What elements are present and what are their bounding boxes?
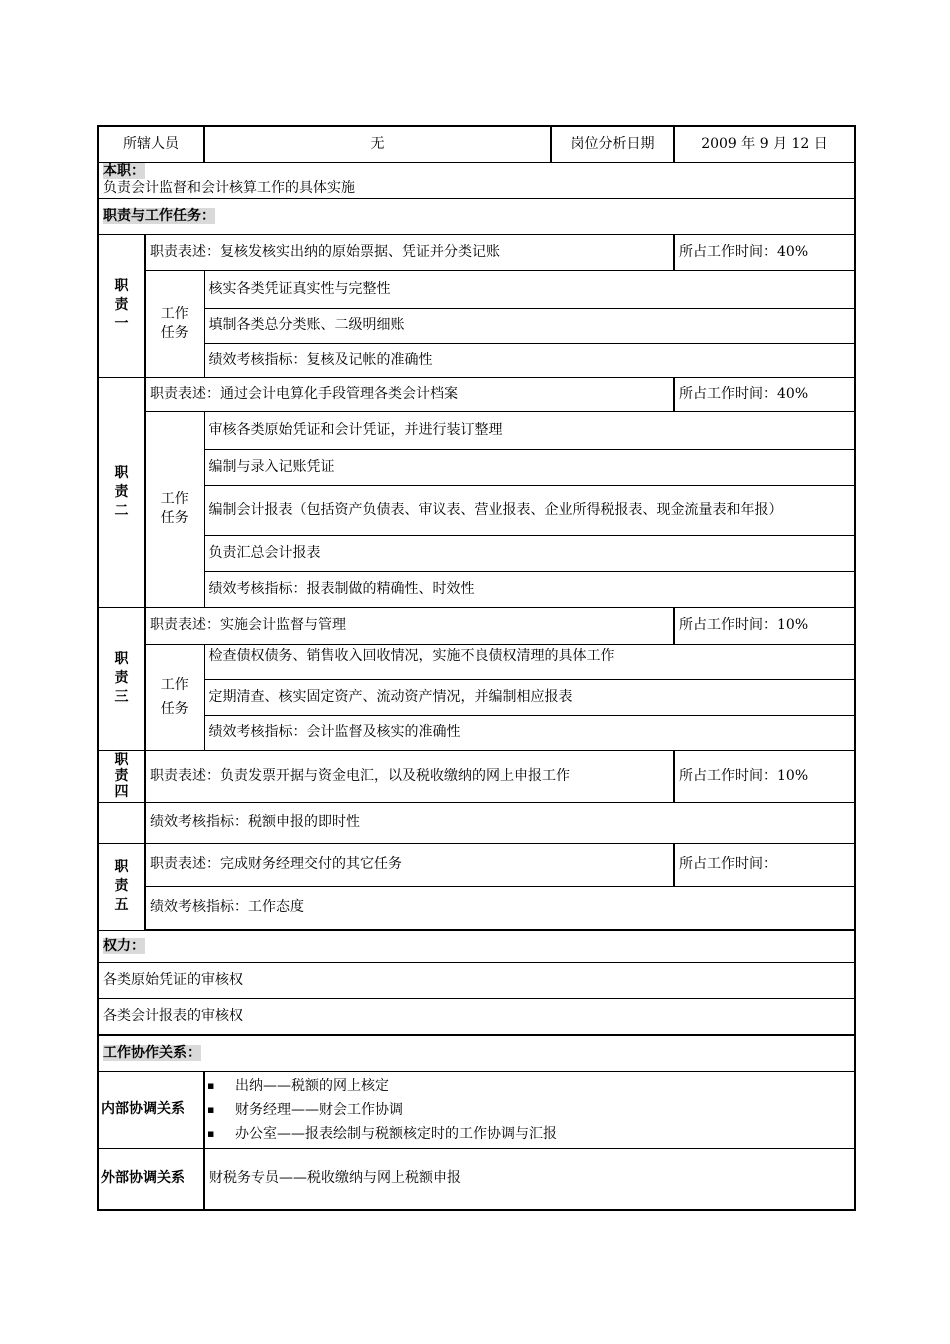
duty-3-task-label-text: 工作任务 — [160, 677, 189, 717]
internal-relations-list — [205, 1074, 850, 1146]
duty-4-description: 职责表述：负责发票开据与资金电汇，以及税收缴纳的网上申报工作 — [145, 750, 674, 802]
duty-3-task-label — [145, 644, 204, 750]
duty-1-task-label — [145, 270, 204, 377]
duty-2-name-text: 职责二 — [114, 464, 129, 519]
duty-3-task-1: 检查债权债务、销售收入回收情况，实施不良债权清理的具体工作 — [204, 644, 855, 679]
duty-3-task-2: 定期清查、核实固定资产、流动资产情况，并编制相应报表 — [204, 679, 855, 715]
duty-5-name-text: 职责五 — [114, 859, 129, 913]
duty-2-task-2: 编制与录入记账凭证 — [204, 449, 855, 485]
duty-1-task-2: 填制各类总分类账、二级明细账 — [204, 308, 855, 343]
duty-3-description: 职责表述：实施会计监督与管理 — [145, 607, 674, 644]
duty-2-task-4: 负责汇总会计报表 — [204, 535, 855, 571]
duty-2-kpi: 绩效考核指标：报表制做的精确性、时效性 — [204, 571, 855, 607]
duty-2-description: 职责表述：通过会计电算化手段管理各类会计档案 — [145, 377, 674, 411]
duty-2-name — [98, 377, 145, 607]
internal-relations-label: 内部协调关系 — [98, 1071, 204, 1148]
duty-1-task-label-text: 工作任务 — [160, 305, 189, 341]
duty-1-time: 所占工作时间：40% — [674, 234, 855, 270]
relations-header — [98, 1035, 855, 1071]
duty-2-task-3: 编制会计报表（包括资产负债表、审议表、营业报表、企业所得税报表、现金流量表和年报） — [204, 485, 855, 535]
internal-relation-item: ▪ 出纳——税额的网上核定 — [205, 1074, 850, 1098]
internal-relations-cell — [204, 1071, 855, 1148]
duty-1-description: 职责表述：复核发核实出纳的原始票据、凭证并分类记账 — [145, 234, 674, 270]
duty-2-task-label — [145, 411, 204, 607]
job-description-table — [97, 125, 856, 1211]
internal-relation-item: ▪ 财务经理——财会工作协调 — [205, 1098, 850, 1122]
duty-2-task-1: 审核各类原始凭证和会计凭证，并进行装订整理 — [204, 411, 855, 449]
staff-value: 无 — [204, 126, 551, 162]
internal-relation-item: ▪ 办公室——报表绘制与税额核定时的工作协调与汇报 — [205, 1122, 850, 1146]
staff-label: 所辖人员 — [98, 126, 204, 162]
job-description-document — [97, 125, 854, 1211]
duty-5-description: 职责表述：完成财务经理交付的其它任务 — [145, 843, 674, 886]
duty-1-kpi: 绩效考核指标：复核及记帐的准确性 — [204, 343, 855, 377]
duty-3-time: 所占工作时间：10% — [674, 607, 855, 644]
analysis-date-value: 2009 年 9 月 12 日 — [674, 126, 855, 162]
authority-item-2: 各类会计报表的审核权 — [98, 998, 855, 1035]
duty-4-name — [98, 750, 145, 802]
main-duty-label: 本职： — [103, 162, 145, 179]
duty-5-kpi: 绩效考核指标：工作态度 — [145, 886, 855, 930]
authority-label: 权力： — [103, 937, 145, 954]
duty-4-name-text: 职责四 — [114, 752, 129, 800]
external-relations-label: 外部协调关系 — [98, 1148, 204, 1210]
duty-5-name — [98, 843, 145, 930]
duty-4-kpi: 绩效考核指标：税额申报的即时性 — [145, 802, 855, 843]
duty-4-time: 所占工作时间：10% — [674, 750, 855, 802]
duty-2-time: 所占工作时间：40% — [674, 377, 855, 411]
relations-label: 工作协作关系： — [103, 1044, 201, 1061]
main-duty-cell — [98, 162, 855, 198]
external-relations-text: 财税务专员——税收缴纳与网上税额申报 — [204, 1148, 855, 1210]
analysis-date-label: 岗位分析日期 — [551, 126, 674, 162]
authority-header — [98, 930, 855, 962]
duties-section-label: 职责与工作任务： — [103, 207, 215, 224]
duty-2-task-label-text: 工作任务 — [160, 491, 189, 526]
duty-1-task-1: 核实各类凭证真实性与完整性 — [204, 270, 855, 308]
main-duty-text: 负责会计监督和会计核算工作的具体实施 — [103, 179, 355, 196]
duty-4-blank — [98, 802, 145, 843]
duties-section-header — [98, 198, 855, 234]
duty-5-time: 所占工作时间： — [674, 843, 855, 886]
duty-3-name — [98, 607, 145, 750]
duty-1-name-text: 职责一 — [114, 278, 129, 332]
duty-1-name — [98, 234, 145, 377]
duty-3-name-text: 职责三 — [114, 651, 129, 705]
authority-item-1: 各类原始凭证的审核权 — [98, 962, 855, 998]
duty-3-kpi: 绩效考核指标：会计监督及核实的准确性 — [204, 715, 855, 750]
